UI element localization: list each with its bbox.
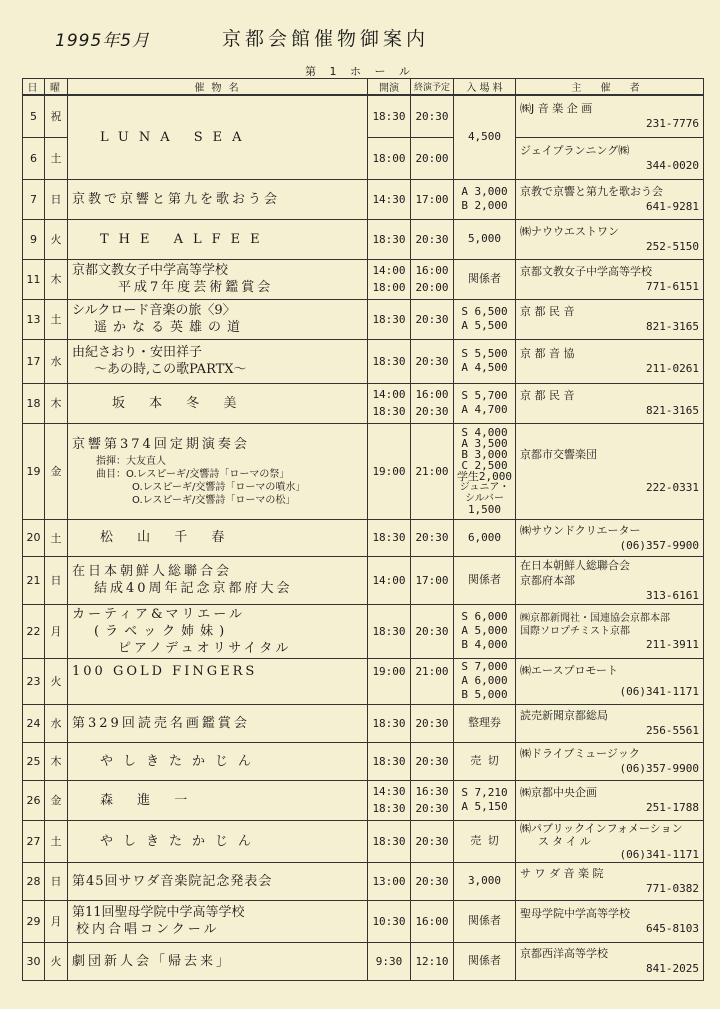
event-line: カーティア&マリエール: [72, 606, 246, 622]
row-price: 売 切: [454, 820, 516, 862]
row-end: 20:00: [411, 137, 454, 179]
row-day: 18: [23, 383, 45, 423]
event-line: シルクロード音楽の旅〈9〉: [72, 303, 236, 318]
organizer-line: 国際ソロプチミスト京都: [520, 625, 630, 637]
row-organizer: [516, 742, 704, 780]
row-day: 23: [23, 658, 45, 704]
row-event: [68, 299, 368, 339]
row-start: 18:30: [368, 704, 411, 742]
table-row: [23, 862, 704, 900]
row-start: 10:30: [368, 900, 411, 942]
row-day: 17: [23, 339, 45, 383]
event-line: 京響第374回定期演奏会: [72, 436, 250, 452]
row-organizer: [516, 556, 704, 604]
organizer-tel: 211-0261: [646, 362, 699, 375]
row-start: 19:00: [368, 423, 411, 519]
row-day: 22: [23, 604, 45, 658]
header-title: 京都会館催物御案内: [222, 28, 430, 50]
table-row: [23, 259, 704, 299]
header-date: 1995年5月: [55, 31, 151, 51]
start-time: 14:00: [372, 388, 406, 401]
organizer-tel: 231-7776: [646, 117, 699, 131]
row-start: [368, 780, 411, 820]
row-price: [454, 780, 516, 820]
event-line: 第45回サワダ音楽院記念発表会: [72, 873, 273, 889]
row-day: 13: [23, 299, 45, 339]
organizer-tel: 645-8103: [646, 922, 699, 935]
row-organizer: [516, 604, 704, 658]
row-organizer: [516, 704, 704, 742]
end-time: 16:00: [415, 264, 449, 277]
table-header-row: [23, 79, 704, 96]
row-end: [411, 259, 454, 299]
organizer-line: ㈱ドライブミュージック: [520, 747, 640, 760]
row-price: 関係者: [454, 900, 516, 942]
table-row: [23, 780, 704, 820]
row-organizer: [516, 179, 704, 219]
organizer-line: スタイル: [538, 834, 594, 848]
table-row: [23, 942, 704, 980]
row-end: 20:30: [411, 519, 454, 556]
row-organizer: [516, 299, 704, 339]
row-weekday: 火: [45, 658, 68, 704]
price-line: B 2,000: [461, 199, 508, 212]
organizer-line: ㈱エースプロモート: [520, 664, 619, 677]
table-row: [23, 423, 704, 519]
row-weekday: 金: [45, 780, 68, 820]
row-end: 20:30: [411, 339, 454, 383]
row-organizer: [516, 95, 704, 137]
row-day: 20: [23, 519, 45, 556]
row-price: 関係者: [454, 556, 516, 604]
row-weekday: 土: [45, 299, 68, 339]
row-day: 6: [23, 137, 45, 179]
row-day: 7: [23, 179, 45, 219]
row-price: 3,000: [454, 862, 516, 900]
row-event: [68, 900, 368, 942]
row-event: [68, 259, 368, 299]
row-weekday: 水: [45, 704, 68, 742]
row-start: 18:30: [368, 604, 411, 658]
row-price: [454, 658, 516, 704]
event-line: 劇団新人会「帰去来」: [72, 953, 233, 969]
price-line: B 3,000: [461, 448, 508, 461]
row-price: [454, 383, 516, 423]
row-day: 29: [23, 900, 45, 942]
row-weekday: 祝: [45, 95, 68, 137]
price-line: S 5,500: [461, 347, 508, 360]
row-event: [68, 604, 368, 658]
organizer-line: ㈱パブリックインフォメーション: [520, 821, 683, 835]
col-day: 日: [23, 79, 45, 96]
row-day: 9: [23, 219, 45, 259]
end-time: 20:30: [415, 405, 449, 418]
row-start: 13:00: [368, 862, 411, 900]
row-price: [454, 423, 516, 519]
price-line: A 4,700: [461, 403, 508, 416]
organizer-line: 京 都 民 音: [520, 389, 575, 402]
table-row: [23, 820, 704, 862]
row-weekday: 日: [45, 179, 68, 219]
row-event: [68, 862, 368, 900]
event-line: 京都文教女子中学高等学校: [72, 263, 229, 278]
row-organizer: [516, 219, 704, 259]
price-line: S 7,210: [461, 786, 508, 799]
row-weekday: 火: [45, 219, 68, 259]
price-line: A 5,000: [461, 624, 508, 637]
row-end: 21:00: [411, 423, 454, 519]
document-header: [0, 22, 720, 52]
row-end: 17:00: [411, 556, 454, 604]
row-organizer: [516, 259, 704, 299]
row-weekday: 水: [45, 339, 68, 383]
row-day: 30: [23, 942, 45, 980]
row-organizer: [516, 137, 704, 179]
price-line: A 5,150: [461, 800, 508, 813]
table-row: [23, 556, 704, 604]
event-line: THE ALFEE: [100, 231, 270, 247]
row-weekday: 土: [45, 519, 68, 556]
row-organizer: [516, 862, 704, 900]
price-line: A 6,000: [461, 674, 508, 687]
row-end: 17:00: [411, 179, 454, 219]
row-start: 18:30: [368, 95, 411, 137]
row-organizer: [516, 519, 704, 556]
organizer-tel: (06)357-9900: [619, 762, 699, 775]
price-line: 1,500: [467, 503, 502, 516]
organizer-tel: 771-0382: [646, 882, 699, 895]
event-line: (ラベック姉妹): [94, 623, 231, 639]
event-line: やしきたかじん: [100, 753, 262, 769]
table-row: [23, 900, 704, 942]
organizer-tel: 641-9281: [646, 200, 699, 213]
row-day: 26: [23, 780, 45, 820]
end-time: 20:30: [415, 802, 449, 815]
end-time: 16:30: [415, 785, 449, 798]
row-end: 20:30: [411, 95, 454, 137]
row-event: [68, 820, 368, 862]
row-event: [68, 219, 368, 259]
table-row: [23, 604, 704, 658]
row-event: [68, 556, 368, 604]
row-start: 18:30: [368, 742, 411, 780]
event-line: 遥かなる英雄の道: [94, 320, 247, 335]
organizer-tel: 211-3911: [646, 637, 699, 651]
price-line: ジュニア・: [459, 482, 510, 493]
row-weekday: 日: [45, 556, 68, 604]
organizer-line: 聖母学院中学高等学校: [520, 907, 630, 920]
organizer-line: 京都西洋高等学校: [520, 947, 608, 960]
row-end: 21:00: [411, 658, 454, 704]
organizer-line: 在日本朝鮮人総聯合会: [520, 558, 630, 572]
row-price: [454, 299, 516, 339]
organizer-tel: 821-3165: [646, 404, 699, 417]
start-time: 18:30: [372, 802, 406, 815]
row-start: 18:30: [368, 339, 411, 383]
start-time: 18:00: [372, 281, 406, 294]
row-event: [68, 658, 368, 704]
row-weekday: 木: [45, 742, 68, 780]
row-price: [454, 339, 516, 383]
event-line: 結成40周年記念京都府大会: [94, 581, 293, 596]
row-event: [68, 742, 368, 780]
price-line: C 2,500: [461, 459, 508, 472]
event-line: 100 GOLD FINGERS: [72, 663, 258, 679]
end-time: 20:00: [415, 281, 449, 294]
row-end: 20:30: [411, 219, 454, 259]
row-weekday: 日: [45, 862, 68, 900]
organizer-line: ㈱ナウウエストワン: [520, 225, 619, 238]
price-line: A 5,500: [461, 319, 508, 332]
row-price: 売 切: [454, 742, 516, 780]
row-day: 11: [23, 259, 45, 299]
row-price: [454, 179, 516, 219]
organizer-tel: (06)341-1171: [619, 685, 699, 698]
event-line: 曲目：O.レスピーギ/交響詩「ローマの祭」: [96, 468, 290, 480]
event-line: ピアノデュオリサイタル: [118, 640, 292, 656]
event-line: 坂 本 冬 美: [112, 395, 247, 411]
start-time: 14:00: [372, 264, 406, 277]
organizer-tel: (06)357-9900: [619, 538, 699, 552]
row-event: [68, 423, 368, 519]
organizer-line: ㈱京都中央企画: [520, 786, 597, 799]
row-organizer: [516, 780, 704, 820]
row-day: 25: [23, 742, 45, 780]
event-line: 由紀さおり・安田祥子: [72, 345, 203, 360]
row-weekday: 月: [45, 604, 68, 658]
organizer-tel: (06)341-1171: [619, 847, 699, 861]
price-line: A 3,500: [461, 437, 508, 450]
row-end: 20:30: [411, 742, 454, 780]
organizer-line: 京 都 音 協: [520, 347, 575, 360]
row-start: 14:30: [368, 179, 411, 219]
table-row: [23, 383, 704, 423]
row-start: 18:00: [368, 137, 411, 179]
price-line: 学生2,000: [456, 470, 513, 483]
table-row: [23, 219, 704, 259]
organizer-line: ジェイプランニング㈱: [520, 144, 630, 157]
row-start: 9:30: [368, 942, 411, 980]
event-line: 第11回聖母学院中学高等学校: [72, 905, 245, 920]
row-organizer: [516, 658, 704, 704]
row-start: [368, 259, 411, 299]
row-organizer: [516, 383, 704, 423]
event-line: O.レスピーギ/交響詩「ローマの松」: [132, 494, 296, 506]
row-start: 18:30: [368, 820, 411, 862]
row-day: 28: [23, 862, 45, 900]
row-price: [454, 604, 516, 658]
row-end: 20:30: [411, 704, 454, 742]
row-start: 14:00: [368, 556, 411, 604]
organizer-line: 京 都 民 音: [520, 305, 575, 318]
organizer-tel: 252-5150: [646, 240, 699, 253]
row-price: 4,500: [454, 95, 516, 179]
organizer-line: ㈱京都新聞社・国連協会京都本部: [520, 612, 670, 624]
table-row: [23, 339, 704, 383]
table-row: [23, 95, 704, 137]
row-organizer: [516, 423, 704, 519]
row-organizer: [516, 942, 704, 980]
row-event: [68, 339, 368, 383]
event-line: 指揮：大友直人: [96, 455, 166, 467]
row-event: [68, 519, 368, 556]
row-weekday: 木: [45, 259, 68, 299]
table-row: [23, 179, 704, 219]
price-line: S 6,000: [461, 610, 508, 623]
organizer-line: 京都市交響楽団: [520, 448, 597, 461]
col-end: 終演予定: [411, 79, 454, 96]
event-line: 第329回読売名画鑑賞会: [72, 715, 250, 731]
row-weekday: 土: [45, 137, 68, 179]
organizer-line: ㈱サウンドクリエーター: [520, 523, 641, 537]
event-line: 京教で京響と第九を歌おう会: [72, 191, 281, 207]
price-line: S 5,700: [461, 389, 508, 402]
row-end: [411, 780, 454, 820]
row-weekday: 月: [45, 900, 68, 942]
col-event: 催 物 名: [68, 79, 368, 96]
organizer-tel: 222-0331: [646, 481, 699, 494]
event-line: 校内合唱コンクール: [76, 922, 220, 937]
organizer-tel: 251-1788: [646, 801, 699, 814]
row-day: 21: [23, 556, 45, 604]
price-line: S 4,000: [461, 426, 508, 439]
organizer-tel: 313-6161: [646, 588, 699, 602]
price-line: B 5,000: [461, 688, 508, 701]
organizer-line: 京教で京響と第九を歌おう会: [520, 185, 663, 198]
row-event: [68, 942, 368, 980]
row-event: [68, 704, 368, 742]
organizer-tel: 841-2025: [646, 962, 699, 975]
organizer-tel: 771-6151: [646, 280, 699, 293]
row-start: 19:00: [368, 658, 411, 704]
price-line: シルバー: [464, 493, 505, 504]
col-organizer: 主 催 者: [516, 79, 704, 96]
row-end: 20:30: [411, 604, 454, 658]
organizer-tel: 344-0020: [646, 159, 699, 172]
row-weekday: 木: [45, 383, 68, 423]
row-end: 20:30: [411, 862, 454, 900]
row-day: 27: [23, 820, 45, 862]
end-time: 16:00: [415, 388, 449, 401]
row-end: 16:00: [411, 900, 454, 942]
organizer-tel: 821-3165: [646, 320, 699, 333]
row-price: 関係者: [454, 942, 516, 980]
start-time: 18:30: [372, 405, 406, 418]
row-start: [368, 383, 411, 423]
event-line: やしきたかじん: [100, 833, 262, 849]
event-line: 松 山 千 春: [100, 530, 235, 545]
price-line: S 7,000: [461, 660, 508, 673]
organizer-line: 読売新聞京都総局: [520, 709, 608, 722]
row-price: 整理券: [454, 704, 516, 742]
organizer-line: 京都府本部: [520, 573, 575, 587]
row-event: [68, 95, 368, 179]
row-end: 20:30: [411, 299, 454, 339]
row-weekday: 金: [45, 423, 68, 519]
row-event: [68, 383, 368, 423]
event-line: 〜あの時,この歌PARTX〜: [94, 362, 247, 377]
event-line: 森 進 一: [100, 792, 198, 808]
event-line: O.レスピーギ/交響詩「ローマの噴水」: [132, 481, 306, 493]
price-line: A 4,500: [461, 361, 508, 374]
table-row: [23, 658, 704, 704]
row-event: [68, 780, 368, 820]
row-day: 19: [23, 423, 45, 519]
organizer-line: ㈱J 音 楽 企 画: [520, 102, 593, 116]
row-weekday: 土: [45, 820, 68, 862]
hall-title: 第 1 ホ ー ル: [305, 65, 415, 78]
row-organizer: [516, 820, 704, 862]
price-line: S 6,500: [461, 305, 508, 318]
schedule-table: [22, 78, 704, 981]
row-day: 24: [23, 704, 45, 742]
event-line: 在日本朝鮮人総聯合会: [72, 564, 233, 579]
table-row: [23, 299, 704, 339]
row-weekday: 火: [45, 942, 68, 980]
event-line: 平成7年度芸術鑑賞会: [118, 280, 274, 295]
table-row: [23, 519, 704, 556]
row-start: 18:30: [368, 299, 411, 339]
row-event: [68, 179, 368, 219]
table-row: [23, 742, 704, 780]
start-time: 14:30: [372, 785, 406, 798]
row-start: 18:30: [368, 519, 411, 556]
col-price: 入 場 料: [454, 79, 516, 96]
organizer-line: 京都文教女子中学高等学校: [520, 265, 652, 278]
row-end: 12:10: [411, 942, 454, 980]
row-price: 関係者: [454, 259, 516, 299]
row-end: 20:30: [411, 820, 454, 862]
row-organizer: [516, 900, 704, 942]
price-line: B 4,000: [461, 638, 508, 651]
organizer-line: サ ワ ダ 音 楽 院: [520, 867, 604, 880]
price-line: A 3,000: [461, 185, 508, 198]
row-price: 6,000: [454, 519, 516, 556]
col-start: 開演: [368, 79, 411, 96]
row-start: 18:30: [368, 219, 411, 259]
row-price: 5,000: [454, 219, 516, 259]
table-row: [23, 704, 704, 742]
col-weekday: 曜: [45, 79, 68, 96]
row-end: [411, 383, 454, 423]
organizer-tel: 256-5561: [646, 724, 699, 737]
row-organizer: [516, 339, 704, 383]
event-line: LUNA SEA: [100, 129, 252, 145]
row-day: 5: [23, 95, 45, 137]
